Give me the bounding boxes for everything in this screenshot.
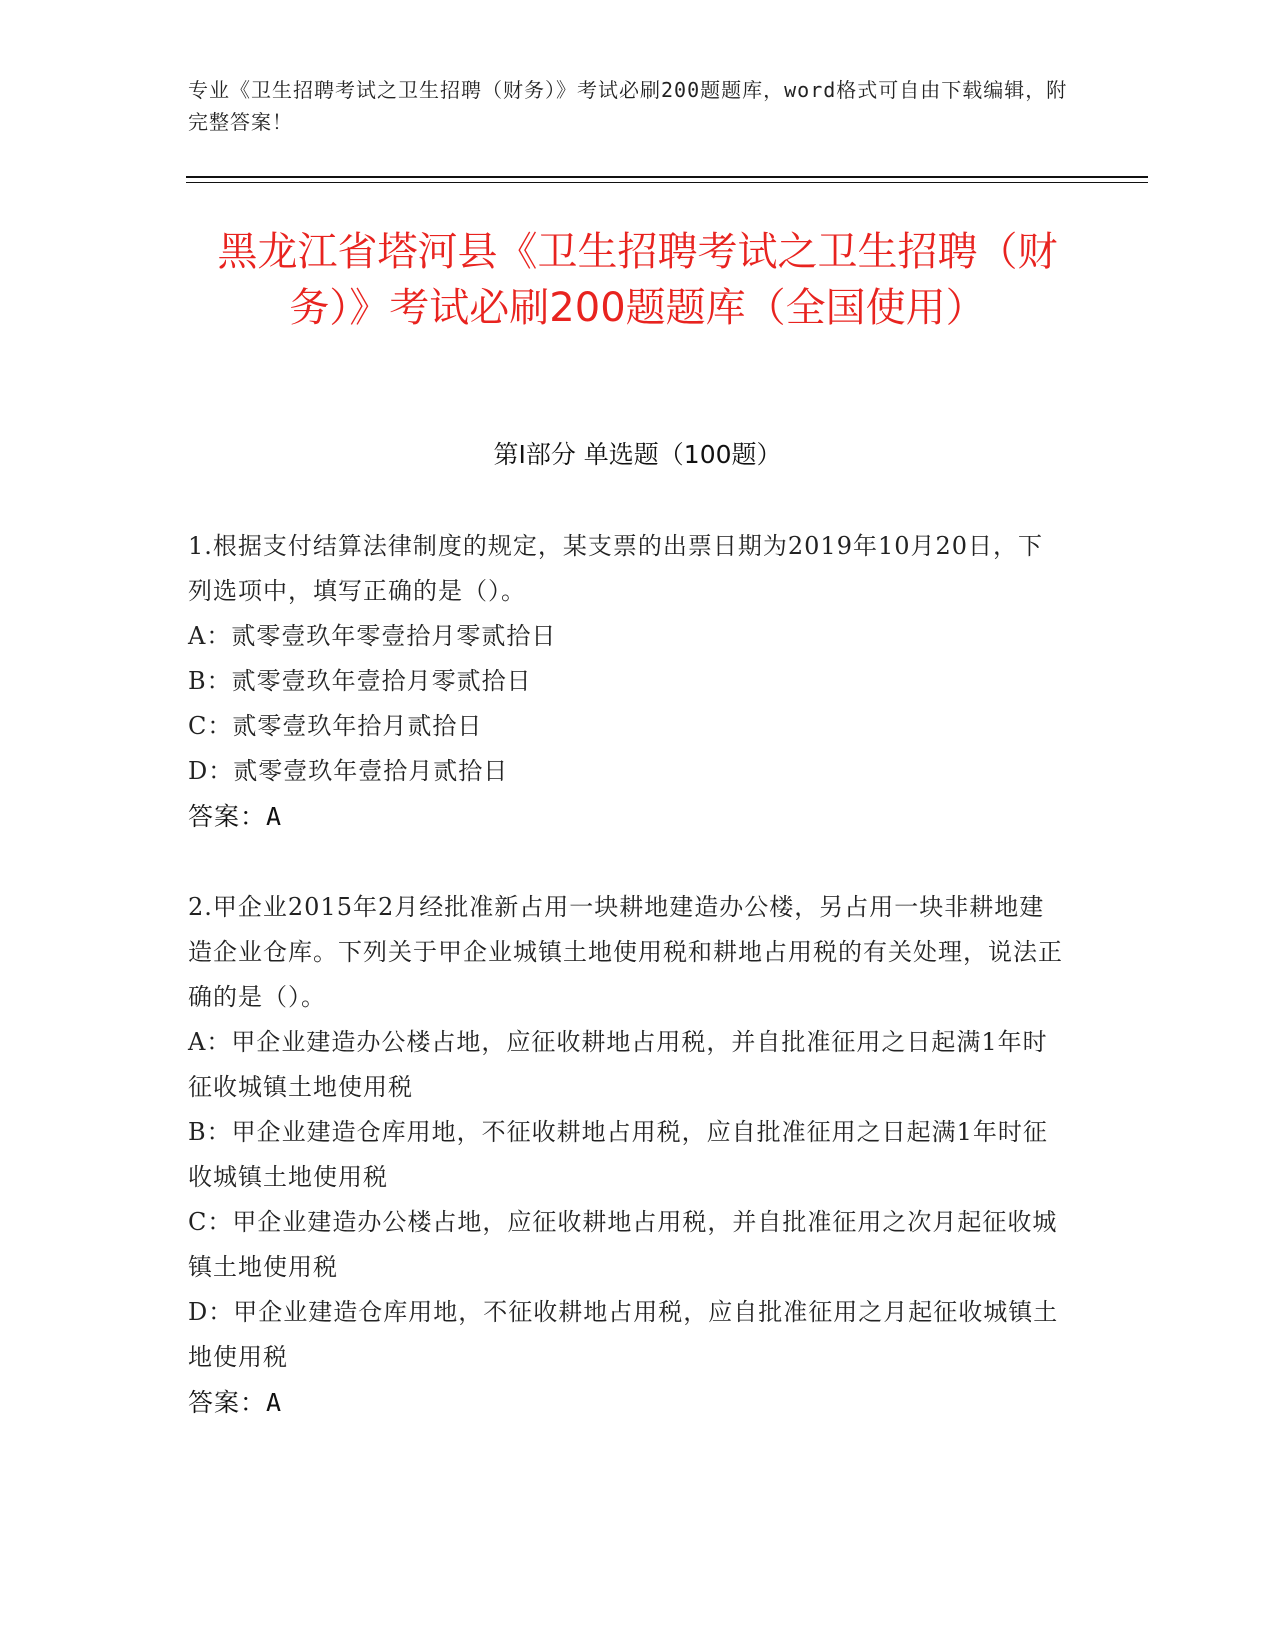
question-1 (188, 524, 1068, 839)
question-text: 1.根据支付结算法律制度的规定，某支票的出票日期为2019年10月20日，下列选项中，填写正确的是（）。 (188, 532, 1044, 605)
option-c: C：贰零壹玖年拾月贰拾日 (188, 712, 483, 740)
answer-label: 答案： (188, 802, 267, 831)
option-d: D：甲企业建造仓库用地，不征收耕地占用税，应自批准征用之月起征收城镇土地使用税 (188, 1298, 1059, 1371)
option-b: B：甲企业建造仓库用地，不征收耕地占用税，应自批准征用之日起满1年时征收城镇土地使用税 (188, 1118, 1048, 1191)
question-2 (188, 885, 1068, 1425)
header-divider-thick (186, 176, 1148, 178)
answer-value: A (266, 802, 283, 831)
option-d: D：贰零壹玖年壹拾月贰拾日 (188, 757, 509, 785)
option-a: A：甲企业建造办公楼占地，应征收耕地占用税，并自批准征用之日起满1年时征收城镇土地使用税 (188, 1028, 1048, 1101)
answer-label: 答案： (188, 1388, 267, 1417)
question-text: 2.甲企业2015年2月经批准新占用一块耕地建造办公楼，另占用一块非耕地建造企业仓库。下列关于甲企业城镇土地使用税和耕地占用税的有关处理，说法正确的是（）。 (188, 893, 1063, 1011)
option-b: B：贰零壹玖年壹拾月零贰拾日 (188, 667, 532, 695)
document-title: 黑龙江省塔河县《卫生招聘考试之卫生招聘（财务）》考试必刷200题题库（全国使用） (217, 229, 1058, 331)
header-note: 专业《卫生招聘考试之卫生招聘（财务）》考试必刷200题题库，word格式可自由下载编辑，附完整答案！ (188, 78, 1068, 134)
option-c: C：甲企业建造办公楼占地，应征收耕地占用税，并自批准征用之次月起征收城镇土地使用税 (188, 1208, 1058, 1281)
answer-value: A (266, 1388, 283, 1417)
header-divider-thin (186, 182, 1148, 183)
answer-line (188, 1380, 1068, 1425)
section-heading: 第I部分 单选题（100题） (493, 440, 782, 469)
answer-line (188, 794, 1068, 839)
option-a: A：贰零壹玖年零壹拾月零贰拾日 (188, 622, 557, 650)
